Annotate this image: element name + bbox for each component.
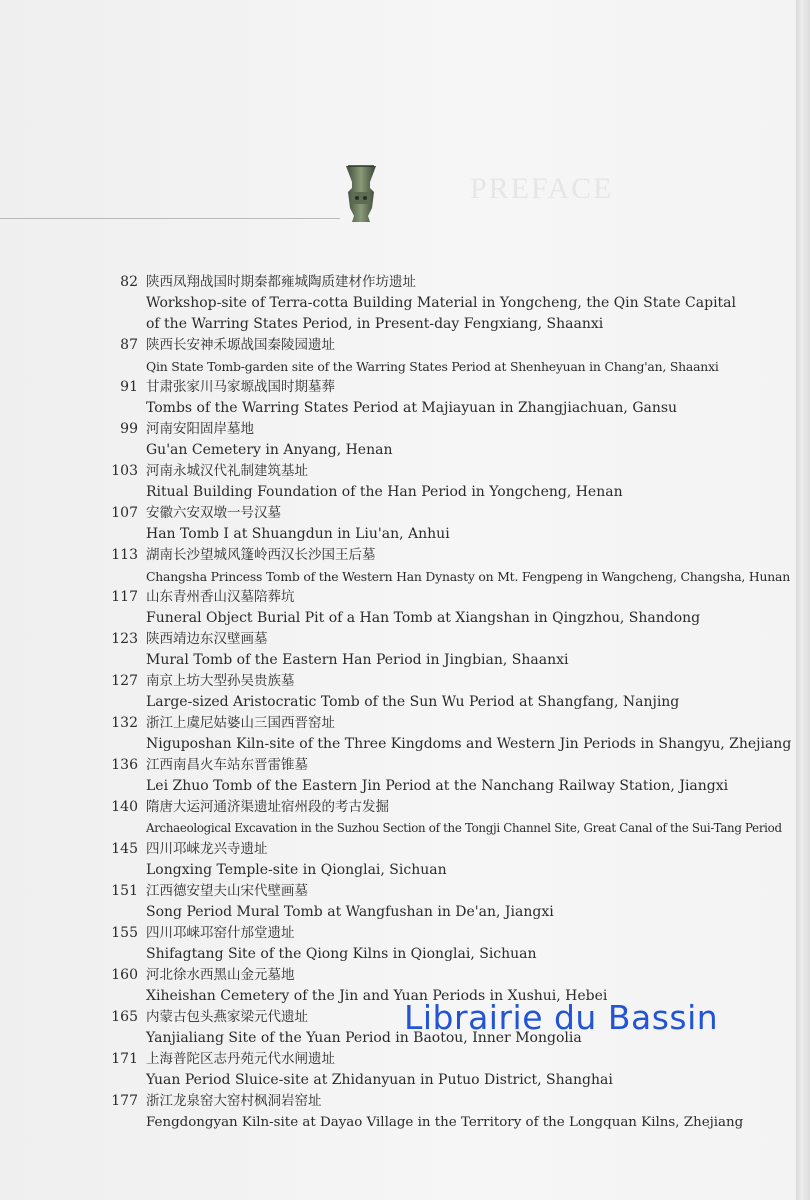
title-english: Workshop-site of Terra-cotta Building Material in Yongcheng, the Qin State Capital [146,295,737,311]
title-english: Qin State Tomb-garden site of the Warring States Period at Shenheyuan in Chang'an, Shaanxi [146,359,719,374]
title-chinese: 安徽六安双墩一号汉墓 [146,505,281,521]
title-chinese: 山东青州香山汉墓陪葬坑 [146,589,295,605]
title-chinese: 四川邛崃龙兴寺遗址 [146,841,268,857]
contents-entry [108,1091,758,1133]
title-chinese: 河北徐水西黑山金元墓地 [146,967,295,983]
bronze-vessel-icon [344,162,378,224]
title-chinese: 湖南长沙望城风篷岭西汉长沙国王后墓 [146,547,376,563]
page-number: 136 [111,757,138,773]
title-english: Shifagtang Site of the Qiong Kilns in Qionglai, Sichuan [146,946,537,962]
page-number: 82 [120,274,138,290]
title-english: Gu'an Cemetery in Anyang, Henan [146,442,393,458]
title-english: Lei Zhuo Tomb of the Eastern Jin Period at the Nanchang Railway Station, Jiangxi [146,778,729,794]
page-edge [796,0,810,1200]
page-number: 165 [111,1009,138,1025]
contents-entry [108,839,758,881]
title-chinese: 江西南昌火车站东晋雷锥墓 [146,757,308,773]
page-number: 145 [111,841,138,857]
page-number: 113 [111,547,138,563]
contents-entry [108,755,758,797]
page-number: 103 [111,463,138,479]
title-chinese: 上海普陀区志丹苑元代水闸遗址 [146,1051,335,1067]
page-number: 151 [111,883,138,899]
title-chinese: 河南安阳固岸墓地 [146,421,254,437]
title-english: Funeral Object Burial Pit of a Han Tomb at Xiangshan in Qingzhou, Shandong [146,610,701,626]
title-chinese: 江西德安望夫山宋代壁画墓 [146,883,308,899]
page-number: 155 [111,925,138,941]
contents-entry [108,461,758,503]
contents-entry [108,377,758,419]
title-english: Fengdongyan Kiln-site at Dayao Village in the Territory of the Longquan Kilns, Zhejiang [146,1115,744,1130]
page-number: 87 [120,337,138,353]
page-number: 177 [111,1093,138,1109]
contents-entry [108,419,758,461]
title-chinese: 内蒙古包头燕家梁元代遗址 [146,1009,308,1025]
page-number: 91 [120,379,138,395]
title-chinese: 浙江上虞尼姑婆山三国西晋窑址 [146,715,335,731]
page-number: 127 [111,673,138,689]
contents-entry [108,797,782,839]
contents-entry [108,335,758,377]
title-chinese: 四川邛崃邛窑什邡堂遗址 [146,925,295,941]
contents-entry [108,881,758,923]
title-english: Mural Tomb of the Eastern Han Period in Jingbian, Shaanxi [146,652,569,668]
contents-entry [108,629,758,671]
title-english: Niguposhan Kiln-site of the Three Kingdoms and Western Jin Periods in Shangyu, Zhejiang [146,736,792,752]
contents-entry [108,1049,758,1091]
title-english: Tombs of the Warring States Period at Majiayuan in Zhangjiachuan, Gansu [146,400,678,416]
page-number: 107 [111,505,138,521]
title-chinese: 河南永城汉代礼制建筑基址 [146,463,308,479]
title-english: Longxing Temple-site in Qionglai, Sichuan [146,862,447,878]
page-number: 117 [111,589,138,605]
contents-entry [108,545,790,587]
header-rule [0,218,340,219]
contents-entry [108,587,758,629]
contents-entry [108,671,758,713]
title-english: Large-sized Aristocratic Tomb of the Sun Wu Period at Shangfang, Nanjing [146,694,680,710]
title-chinese: 陕西靖边东汉壁画墓 [146,631,268,647]
title-english: Yuan Period Sluice-site at Zhidanyuan in Putuo District, Shanghai [146,1072,613,1088]
ghost-heading: PREFACE [470,172,614,205]
page-number: 132 [111,715,138,731]
title-chinese: 甘肃张家川马家塬战国时期墓葬 [146,379,335,395]
page-number: 160 [111,967,138,983]
page-number: 171 [111,1051,138,1067]
title-english: Ritual Building Foundation of the Han Period in Yongcheng, Henan [146,484,623,500]
title-english: Xiheishan Cemetery of the Jin and Yuan Periods in Xushui, Hebei [146,988,608,1004]
title-english: Archaeological Excavation in the Suzhou Section of the Tongji Channel Site, Great Canal of the Sui-Tang Period [146,821,782,835]
title-chinese: 陕西凤翔战国时期秦都雍城陶质建材作坊遗址 [146,274,416,290]
title-english: Yanjialiang Site of the Yuan Period in Baotou, Inner Mongolia [146,1030,582,1046]
contents-entry [108,272,758,335]
page-number: 99 [120,421,138,437]
watermark: Librairie du Bassin [404,998,719,1037]
title-english: Han Tomb I at Shuangdun in Liu'an, Anhui [146,526,450,542]
title-english: Song Period Mural Tomb at Wangfushan in De'an, Jiangxi [146,904,554,920]
contents-entry [108,923,758,965]
page-number: 140 [111,799,138,815]
title-chinese: 陕西长安神禾塬战国秦陵园遗址 [146,337,335,353]
title-chinese: 隋唐大运河通济渠遗址宿州段的考古发掘 [146,799,389,815]
title-english-continued: of the Warring States Period, in Present-day Fengxiang, Shaanxi [146,316,604,332]
title-chinese: 南京上坊大型孙吴贵族墓 [146,673,295,689]
title-chinese: 浙江龙泉窑大窑村枫洞岩窑址 [146,1093,322,1109]
contents-entry [108,713,792,755]
contents-entry [108,503,758,545]
title-english: Changsha Princess Tomb of the Western Han Dynasty on Mt. Fengpeng in Wangcheng, Changsha, Hunan [146,569,790,584]
page-number: 123 [111,631,138,647]
